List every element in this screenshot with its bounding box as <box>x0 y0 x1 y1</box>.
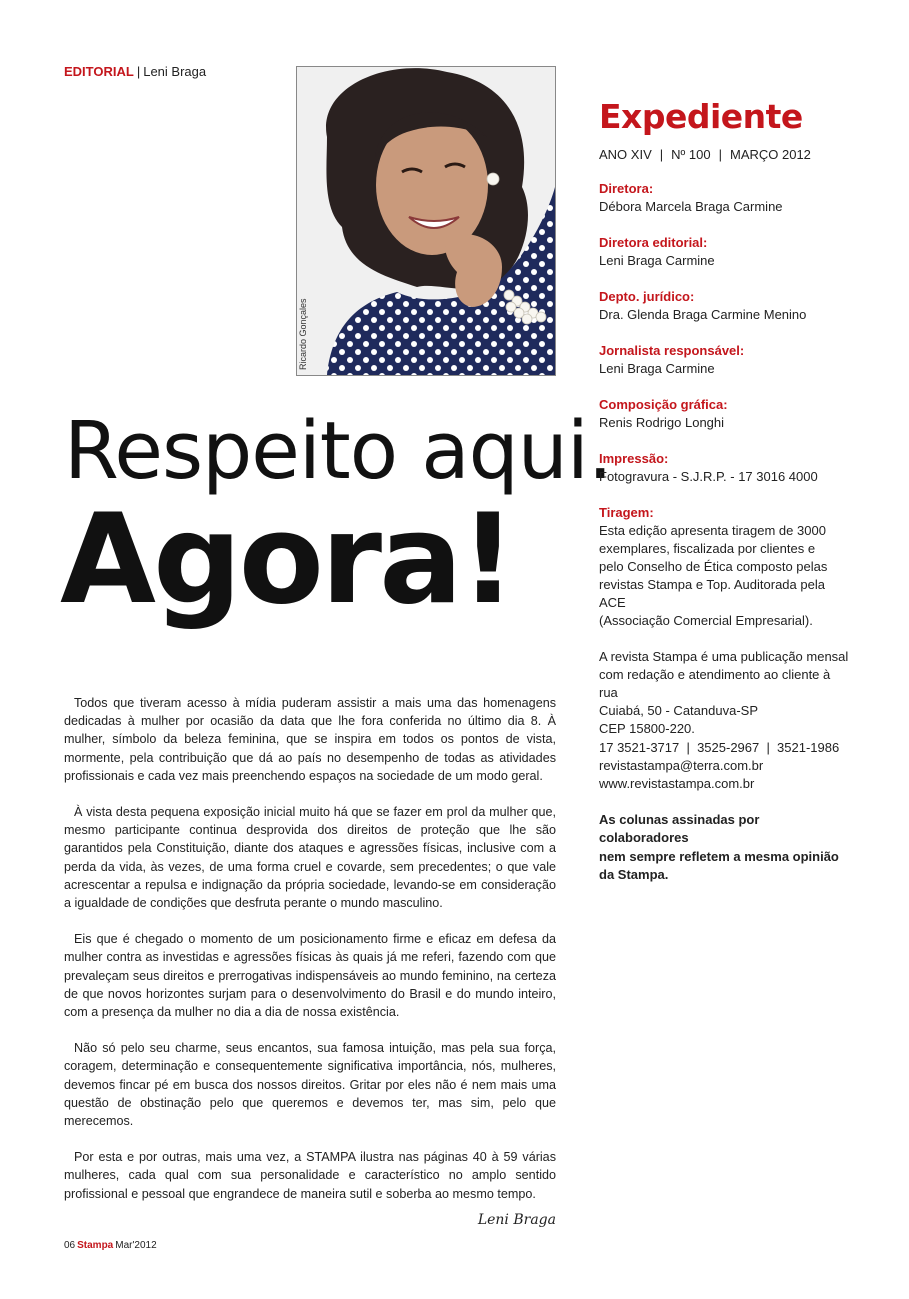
staff-value: Dra. Glenda Braga Carmine Menino <box>599 306 807 322</box>
headline-line-2: Agora! <box>60 488 514 632</box>
expediente-sidebar <box>599 97 849 884</box>
issue-year: ANO XIV <box>599 146 652 162</box>
staff-value: Renis Rodrigo Longhi <box>599 414 725 430</box>
body-paragraph: Não só pelo seu charme, seus encantos, sua famosa intuição, mas pela sua força, coragem, determinação e consequentemente significativa importância, nós, mulheres, devemos fincar pé em busca dos nossos direitos. Gritar por eles não é nem mais uma questão de obstinação pelo que queremos e devemos ter, mas sim, pelo que merecemos. <box>64 1041 556 1129</box>
staff-value: Fotogravura - S.J.R.P. - 17 3016 4000 <box>599 468 818 484</box>
staff-value: Débora Marcela Braga Carmine <box>599 198 783 214</box>
staff-label: Jornalista responsável: <box>599 342 745 358</box>
phone-line: 17 3521-3717 | 3525-2967 | 3521-1986 <box>599 739 840 755</box>
page-footer <box>64 1240 157 1251</box>
issue-month: MARÇO 2012 <box>729 146 811 162</box>
section-author: Leni Braga <box>143 64 207 79</box>
contact-line: CEP 15800-220. <box>599 721 695 737</box>
body-paragraph: À vista desta pequena exposição inicial muito há que se fazer em prol da mulher que, mesmo participante continua desprovida dos direitos de proteção que lhe são garantidos pela Constituição, diante dos ataques e agressões físicas, inclusive com a perda da vida, às vezes, de uma forma cruel e covarde, sem precedentes; o que vale acrescentar a repulsa e indignação da própria sociedade, levando-se em consideração a igualdade de condições que desfruta perante o mundo masculino. <box>64 805 556 911</box>
staff-entry <box>599 342 849 378</box>
staff-entry <box>599 396 849 432</box>
tiragem-line: (Associação Comercial Empresarial). <box>599 612 813 628</box>
staff-entry <box>599 234 849 270</box>
staff-entry <box>599 450 849 486</box>
earring <box>487 173 499 185</box>
tiragem-line: pelo Conselho de Ética composto pelas <box>599 558 828 574</box>
disclaimer-note <box>599 811 849 884</box>
staff-label: Composição gráfica: <box>599 396 728 412</box>
author-signature: Leni Braga <box>477 1212 556 1228</box>
issue-info <box>599 147 849 162</box>
expediente-title: Expediente <box>599 97 803 136</box>
tiragem-line: revistas Stampa e Top. Auditorada pela ACE <box>599 576 825 610</box>
portrait-illustration <box>297 67 555 375</box>
contact-line: Cuiabá, 50 - Catanduva-SP <box>599 703 758 719</box>
contact-line: com redação e atendimento ao cliente à rua <box>599 666 831 701</box>
headline-line-1: Respeito aqui. <box>64 405 612 497</box>
contact-block <box>599 648 849 794</box>
staff-entry <box>599 288 849 324</box>
website-link[interactable]: www.revistastampa.com.br <box>599 776 755 792</box>
staff-label: Diretora: <box>599 180 654 196</box>
email-link[interactable]: revistastampa@terra.com.br <box>599 757 764 773</box>
body-paragraph: Por esta e por outras, mais uma vez, a STAMPA ilustra nas páginas 40 à 59 várias mulheres, cada qual com sua personalidade e característico no amplo sentido profissional e pessoal que engrandece de maneira sutil e soberba ao mesmo tempo. <box>64 1150 556 1201</box>
note-line: nem sempre refletem a mesma opinião <box>599 848 839 864</box>
tiragem-line: exemplares, fiscalizada por clientes e <box>599 540 816 556</box>
author-photo <box>296 66 556 376</box>
issue-number: Nº 100 <box>671 146 711 162</box>
contact-line: A revista Stampa é uma publicação mensal <box>599 648 849 664</box>
footer-date: Mar'2012 <box>115 1240 157 1251</box>
staff-label: Depto. jurídico: <box>599 288 695 304</box>
tiragem-block <box>599 504 849 630</box>
body-paragraph: Eis que é chegado o momento de um posicionamento firme e eficaz em defesa da mulher contra as investidas e agressões físicas às quais já me referi, fazendo com que prevaleçam seus direitos e prerrogativas indispensáveis ao mundo feminino, na certeza de que novos horizontes surjam para o desenvolvimento do Brasil e do mundo inteiro, com a presença da mulher no dia a dia de nossa existência. <box>64 932 556 1020</box>
staff-label: Impressão: <box>599 450 669 466</box>
page-number: 06 <box>64 1240 76 1251</box>
note-line: As colunas assinadas por colaboradores <box>599 812 760 846</box>
section-label: EDITORIAL <box>64 64 134 79</box>
editorial-body <box>64 694 556 1221</box>
photo-credit: Ricardo Gonçales <box>298 298 308 370</box>
staff-entry <box>599 180 849 216</box>
staff-value: Leni Braga Carmine <box>599 360 715 376</box>
staff-value: Leni Braga Carmine <box>599 252 715 268</box>
tiragem-line: Esta edição apresenta tiragem de 3000 <box>599 522 826 538</box>
issue-separator: | <box>659 146 664 162</box>
note-line: da Stampa. <box>599 866 669 882</box>
section-separator: | <box>136 64 141 79</box>
staff-label: Diretora editorial: <box>599 234 708 250</box>
footer-brand: Stampa <box>77 1240 114 1251</box>
body-paragraph: Todos que tiveram acesso à mídia puderam assistir a mais uma das homenagens dedicadas à mulher por ocasião da data que lhe fora conferida no último dia 8. À mulher, símbolo da beleza feminina, que se inspira em todos os pontos de vista, mormente, pela contribuição que dá ao país no desempenho de todas as atividades profissionais e cada vez mais preenchendo espaços na sociedade de um modo geral. <box>64 696 556 783</box>
tiragem-label: Tiragem: <box>599 504 654 520</box>
issue-separator: | <box>718 146 722 162</box>
section-tag <box>64 64 206 79</box>
